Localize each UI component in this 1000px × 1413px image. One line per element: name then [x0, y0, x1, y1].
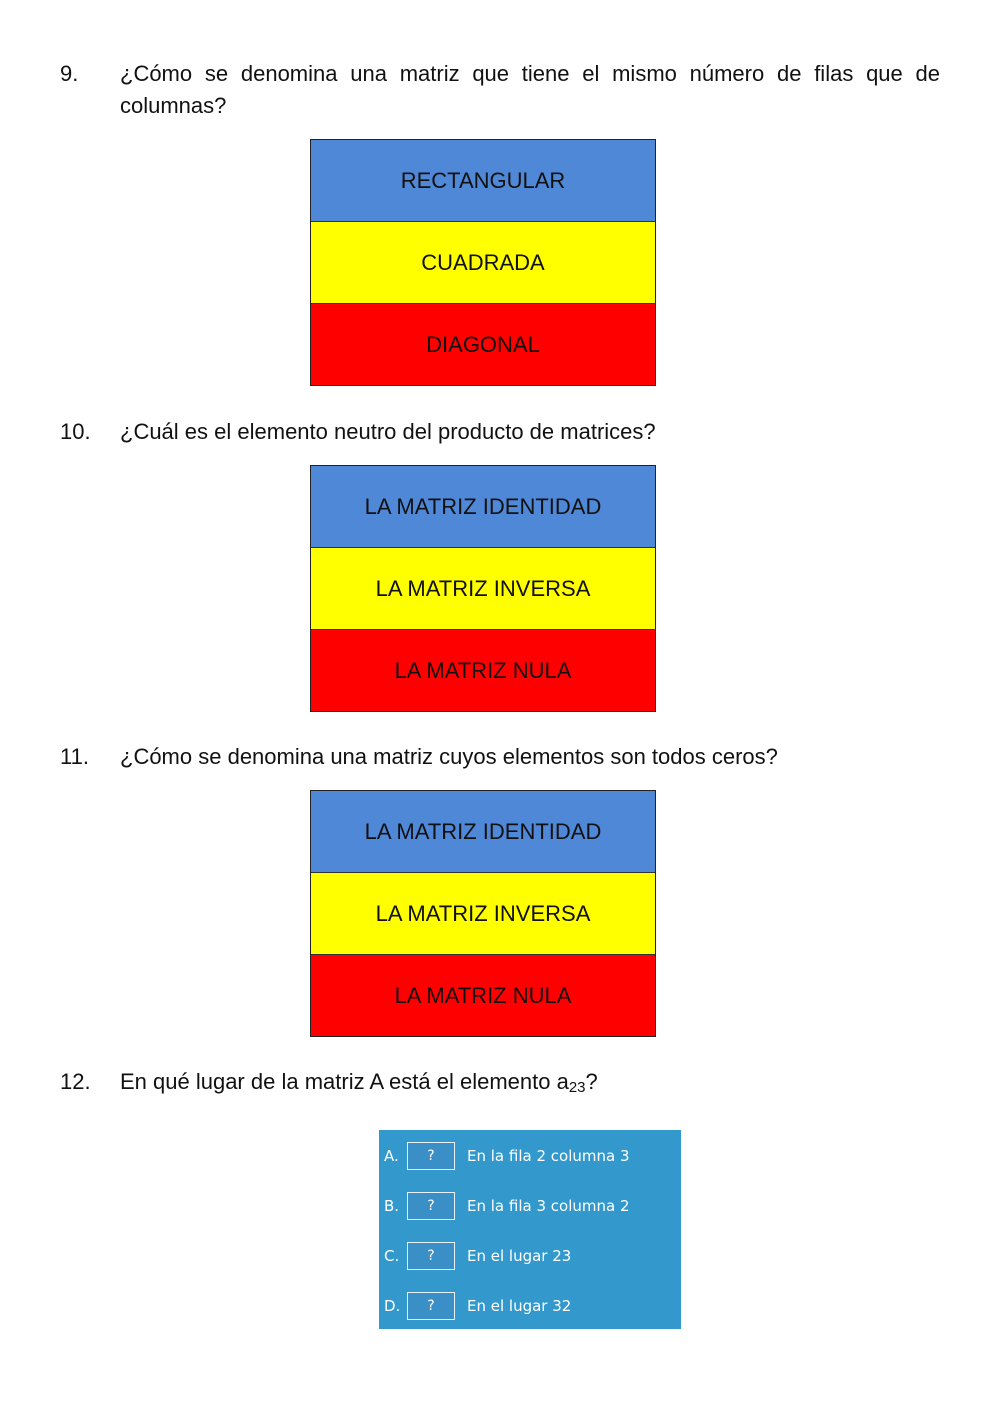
question-number: 11.: [60, 744, 89, 769]
question-number: 9.: [60, 61, 79, 86]
question-text: ¿Cuál es el elemento neutro del producto de matrices?: [120, 419, 656, 444]
choice-letter: A.: [384, 1147, 399, 1165]
option-rectangular[interactable]: RECTANGULAR: [311, 140, 655, 222]
choice-row-a: [379, 1141, 630, 1171]
answer-box-a[interactable]: ?: [407, 1142, 455, 1170]
options-q11: [310, 790, 656, 1037]
question-text: ¿Cómo se denomina una matriz que tiene el mismo número de filas que de columnas?: [120, 61, 940, 118]
options-q9: [310, 139, 656, 386]
answer-box-d[interactable]: ?: [407, 1292, 455, 1320]
question-11: [60, 741, 940, 773]
answer-box-c[interactable]: ?: [407, 1242, 455, 1270]
option-matriz-inversa[interactable]: LA MATRIZ INVERSA: [311, 873, 655, 955]
option-diagonal[interactable]: DIAGONAL: [311, 304, 655, 385]
choice-text: En la fila 2 columna 3: [467, 1147, 630, 1165]
subscript: 23: [568, 1079, 586, 1096]
option-cuadrada[interactable]: CUADRADA: [311, 222, 655, 304]
question-12: [60, 1066, 940, 1098]
choice-row-d: [379, 1291, 571, 1321]
choice-letter: D.: [384, 1297, 401, 1315]
question-10: [60, 416, 940, 448]
options-q10: [310, 465, 656, 712]
choice-letter: B.: [384, 1197, 400, 1215]
choice-row-b: [379, 1191, 630, 1221]
choice-letter: C.: [384, 1247, 400, 1265]
question-text: ¿Cómo se denomina una matriz cuyos elementos son todos ceros?: [120, 744, 778, 769]
quiz-choice-panel: [379, 1130, 681, 1329]
question-text: En qué lugar de la matriz A está el elemento $a_{23}$?: [120, 1069, 598, 1096]
choice-text: En la fila 3 columna 2: [467, 1197, 630, 1215]
question-number: 12.: [60, 1069, 91, 1094]
answer-box-b[interactable]: ?: [407, 1192, 455, 1220]
choice-row-c: [379, 1241, 571, 1271]
option-matriz-inversa[interactable]: LA MATRIZ INVERSA: [311, 548, 655, 630]
option-matriz-nula[interactable]: LA MATRIZ NULA: [311, 955, 655, 1036]
option-matriz-nula[interactable]: LA MATRIZ NULA: [311, 630, 655, 711]
question-number: 10.: [60, 419, 91, 444]
option-matriz-identidad[interactable]: LA MATRIZ IDENTIDAD: [311, 791, 655, 873]
option-matriz-identidad[interactable]: LA MATRIZ IDENTIDAD: [311, 466, 655, 548]
choice-text: En el lugar 23: [467, 1247, 572, 1265]
question-9: [60, 58, 940, 122]
choice-text: En el lugar 32: [467, 1297, 572, 1315]
